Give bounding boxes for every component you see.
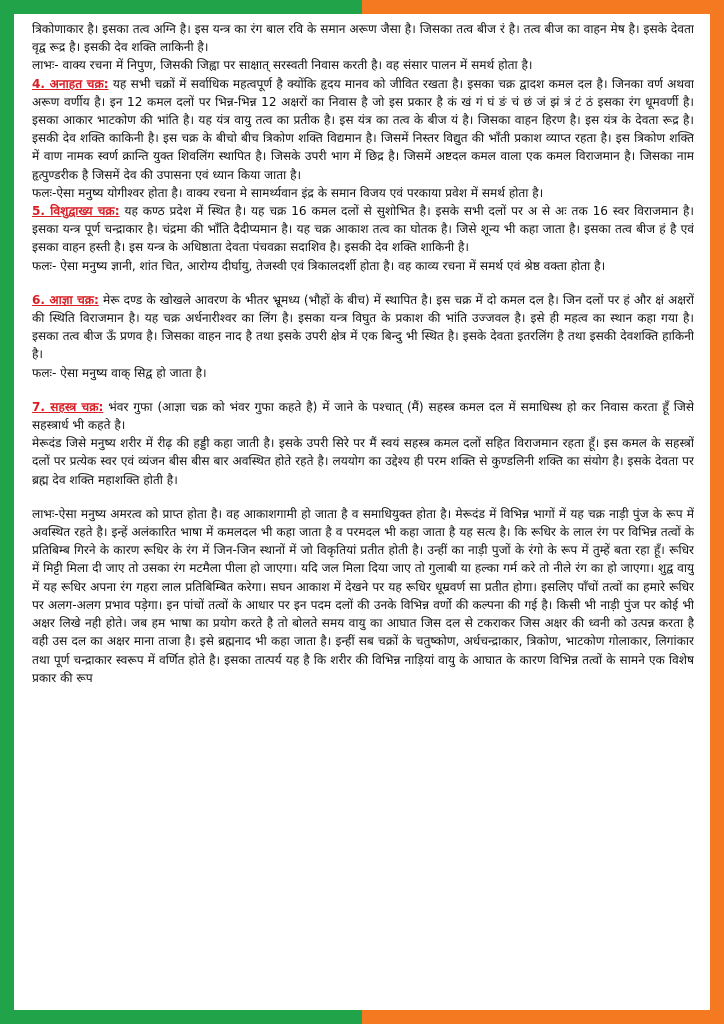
intro-paragraph: त्रिकोणाकार है। इसका तत्व अग्नि है। इस यन्त्र का रंग बाल रवि के समान अरूण जैसा है। जिसका तत्व बीज रं है। तत्व बीज का वाहन मेष है। इसके देवता वृद्व रूद्र है। इसकी देव शक्ति लाकिनी है। — [32, 22, 694, 55]
border-right-orange — [710, 0, 724, 1024]
ajna-paragraph — [32, 291, 694, 364]
border-bottom-green — [0, 1010, 362, 1024]
section-gap — [32, 489, 694, 505]
border-left-green — [0, 0, 14, 1024]
vishuddha-fal: फलः- ऐसा मनुष्य ज्ञानी, शांत चित, आरोग्य दीर्घायु, तेजस्वी एवं त्रिकालदर्शी होता है। वह काव्य रचना में समर्थ एवं श्रेष्ठ वक्ता होता है। — [32, 258, 606, 273]
vishuddha-heading: 5. विशुद्वाख्य चक्र: — [32, 204, 120, 219]
sahasrara-heading: 7. सहस्त्र चक्र: — [32, 399, 104, 414]
sahasrara-paragraph — [32, 398, 694, 434]
vishuddha-paragraph — [32, 202, 694, 257]
ajna-heading: 6. आज्ञा चक्र: — [32, 292, 99, 307]
border-top-green — [0, 0, 362, 14]
ajna-fal: फलः- ऐसा मनुष्य वाक् सिद्व हो जाता है। — [32, 365, 207, 380]
border-bottom-orange — [362, 1010, 724, 1024]
sahasrara-body: भंवर गुफा (आज्ञा चक्र को भंवर गुफा कहते है) में जाने के पश्चात् (मैं) सहस्त्र कमल दल में समाधिस्थ हो कर निवास करता हूँ जिसे सहस्त्रार्ध भी कहते है। — [32, 399, 694, 433]
anahata-body: यह सभी चक्रों में सर्वाधिक महत्वपूर्ण है क्योंकि हृदय मानव को जीवित रखता है। इसका चक्र द्वादश कमल दल है। जिनका वर्ण अथवा अरूण वर्णीय है। इन 12 कमल दलों पर भिन्न-भिन्न 12 अक्षरों का निवास है जो इस प्रकार है कं खं गं घं ङं चं छं जं झं त्रं टं ठं इसका रंग धूमवर्णी है। इसका आकार भाटकोण की भांति है। यह यंत्र वायु तत्व का प्रतीक है। इस यंत्र का तत्व के बीज यं है। जिसका वाहन हिरण है। इस यंत्र के देवता रूद्र है। इसकी देव शक्ति काकिनी है। इस चक्र के बीचो बीच त्रिकोण शक्ति विद्यमान है। जिसमें निस्तर विद्युत की भाँती प्रकाश व्याप्त रहता है। इस त्रिकोण शक्ति में वाण नामक स्वर्ण क्रान्ति युक्त शिवलिंग स्थापित है। जिसके उपरी भाग में छिद्र है। जिसमें अष्टदल कमल वाला एक कमल विराजमान है। जिसका नाम हृत्पुण्डरीक है जिसमें देव की उपासना एवं ध्यान किया जाता है। — [32, 76, 694, 182]
anahata-heading: 4. अनाहत चक्र: — [32, 76, 109, 91]
section-gap — [32, 382, 694, 398]
intro-labh-paragraph: लाभः- वाक्य रचना में निपुण, जिसकी जिह्वा पर साक्षात् सरस्वती निवास करती है। वह संसार पालन में समर्थ होता है। — [32, 58, 533, 73]
anahata-paragraph — [32, 75, 694, 184]
ajna-body: मेरू दण्ड के खोखले आवरण के भीतर भ्रूमध्य (भौहों के बीच) में स्थापित है। इस चक्र में दो कमल दल है। जिन दलों पर हं और क्षं अक्षरों की स्थिति विराजमान है। यह चक्र अर्धनारीश्वर का लिंग है। इसका यन्त्र विघुत के प्रकाश की भांति उज्जवल है। इसे ही महत्व का स्थान कहा गया है। इसका तत्व बीज ऊँ प्रणव है। जिसका वाहन नाद है तथा इसके उपरी क्षेत्र में एक बिन्दु भी स्थित है। इसके देवता इतरलिंग है तथा इसकी देवशक्ति हाकिनी है। — [32, 292, 694, 362]
border-top-orange — [362, 0, 724, 14]
anahata-fal: फलः-ऐसा मनुष्य योगीश्वर होता है। वाक्य रचना मे सामर्थ्यवान इंद्र के समान विजय एवं परकाया प्रवेश में समर्थ होता है। — [32, 185, 544, 200]
section-gap — [32, 275, 694, 291]
sahasrara-labh: लाभः-ऐसा मनुष्य अमरत्व को प्राप्त होता है। वह आकाशगामी हो जाता है व समाधियुक्त होता है। मेरूदंड में विभिन्न भागों में यह चक्र नाड़ी पुंज के रूप में अवस्थित रहते है। इन्हें अलंकारित भाषा में कमलदल भी कहा जाता है व परमदल भी कहा जाता है यह सत्य है। कि रूधिर के लाल रंग पर विभिन्न तत्वों के प्रतिबिम्ब गिरने के कारण रूधिर के रंग में जिन-जिन स्थानों में जो विकृतियां प्रतीत होती है। उन्हीं का नाड़ी पुजों के रंगो के रूप में तुम्हें बता रहा हूँ। रूधिर में मिट्टी मिला दी जाए तो उसका रंग मटमैला पीला हो जाएगा। यदि जल मिला दिया जाए तो गुलाबी या हल्का गर्म करे तो नीले रंग का हो जाएगा। शुद्व वायु में यह रूधिर अपना रंग गहरा लाल प्रतिबिम्बित करेगा। सघन आकाश में देखने पर यह रूधिर धूम्रवर्ण सा प्रतीत होगा। इसलिए पाँचों तत्वों का हमारे रूधिर पर अलग-अलग प्रभाव पड़ेगा। इन पांचों तत्वों के आधार पर इन पदम दलों की उनके विभिन्न वर्णो की कल्पना की गई है। किसी भी नाड़ी पुंज पर कोई भी अक्षर लिखे नही होते। जब हम भाषा का प्रयोग करते है तो बोलते समय वायु का आघात जिस दल से टकराकर जिस अक्षर की ध्वनी को उत्पन्न करता है वही उस दल का अक्षर माना ताजा है। इसे ब्रह्मनाद भी कहा जाता है। इन्हीं सब चक्रों के चतुष्कोण, अर्धचन्द्राकार, त्रिकोण, भाटकोण गोलाकार, लिगांकार तथा पूर्ण चन्द्राकार स्वरूप में वर्णित होते है। इसका तात्पर्य यह है कि शरीर की विभिन्न नाड़ियां वायु के आघात के कारण विभिन्न तत्वों के सामने एक विशेष प्रकार की रूप — [32, 506, 694, 685]
vishuddha-body: यह कण्ठ प्रदेश में स्थित है। यह चक्र 16 कमल दलों से सुशोभित है। इसके सभी दलों पर अ से अः तक 16 स्वर विराजमान है। इसका यन्त्र पूर्ण चन्द्राकार है। चंद्रमा की भाँति दैदीप्यमान है। यह चक्र आकाश तत्व का घोतक है। जिसे शून्य भी कहा जाता है। इसका तत्व बीज हं है एवं इसका वाहन हस्ती है। इस यन्त्र के अधिष्ठाता देवता पंचवक्रा सदाशिव है। इसकी देव शक्ति शाकिनी है। — [32, 204, 694, 255]
document-body — [32, 20, 694, 1004]
sahasrara-paragraph-2: मेरूदंड जिसे मनुष्य शरीर में रीढ़ की हड्डी कहा जाती है। इसके उपरी सिरे पर मैं स्वयं सहस्त्र कमल दलों सहित विराजमान रहता हूँ। इस कमल के सहस्त्रों दलों पर प्रत्येक स्वर एवं व्यंजन बीस बीस बार अवस्थित होते रहते है। लययोग का उद्देश्य ही परम शक्ति से कुण्डलिनी शक्ति का संयोग है। इसके देवता पर ब्रह्म देव शक्ति महाशक्ति होती है। — [32, 436, 694, 487]
